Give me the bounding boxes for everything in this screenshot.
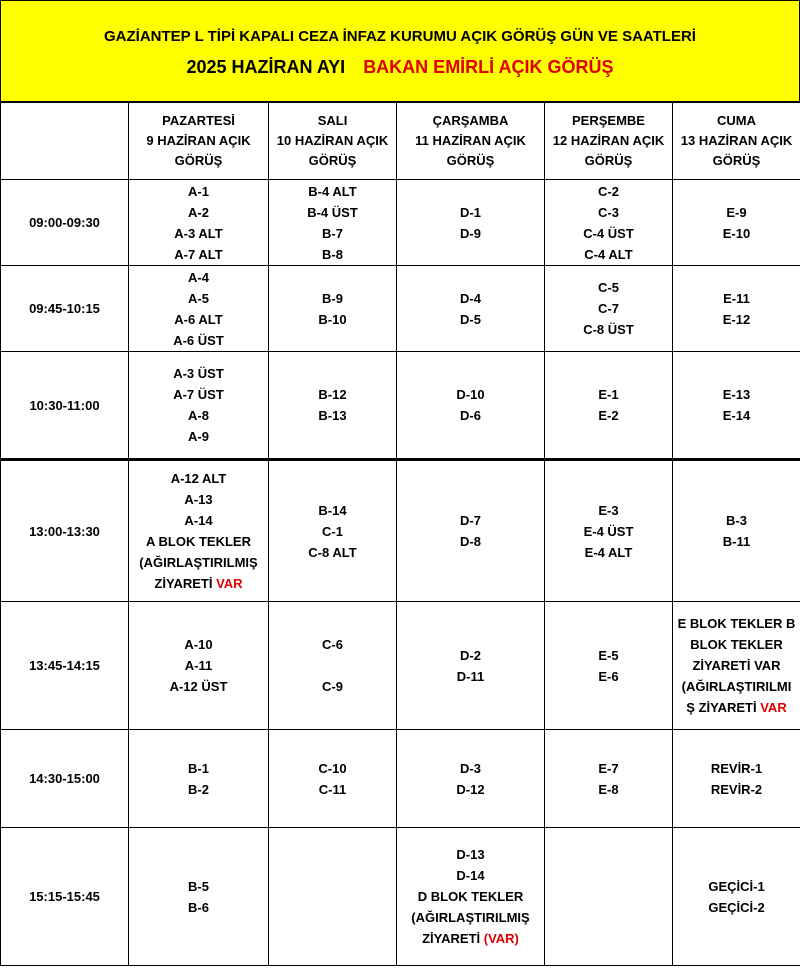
ward-entry: A-10	[184, 637, 213, 652]
column-header-date: 11 HAZİRAN AÇIK	[415, 133, 526, 148]
ward-entry: A-6 ÜST	[173, 332, 224, 348]
time-slot-label: 09:45-10:15	[1, 266, 129, 352]
order-label: BAKAN EMİRLİ AÇIK GÖRÜŞ	[363, 57, 614, 77]
ward-entry: D-11	[456, 668, 485, 684]
ward-entry: C-9	[322, 679, 343, 694]
ward-entry: C-11	[318, 781, 347, 797]
ward-entry: D-10	[456, 387, 485, 402]
ward-entry: B-14	[318, 502, 347, 518]
column-header-suffix: GÖRÜŞ	[584, 153, 633, 168]
ward-cell	[673, 460, 800, 602]
ward-entry: D-13	[456, 847, 485, 862]
ward-entry: B-1	[188, 760, 209, 776]
ward-entry: E-5	[598, 647, 619, 663]
ward-entry: A-8	[188, 408, 209, 423]
ward-entry: E-2	[598, 408, 619, 423]
ward-entry: A-1	[188, 183, 209, 199]
ward-cell	[545, 180, 673, 266]
ward-entry: A-3 ALT	[174, 225, 223, 241]
corner-cell	[1, 103, 129, 180]
ward-cell	[545, 266, 673, 352]
column-header	[129, 103, 269, 180]
ward-entry: E-3	[598, 502, 619, 518]
ward-cell	[545, 602, 673, 730]
ward-entry: E-10	[722, 225, 751, 241]
ward-entry: E-4 ÜST	[583, 523, 634, 539]
ward-entry: A-3 ÜST	[173, 366, 224, 381]
ward-cell	[129, 730, 269, 828]
ward-entry: D-5	[460, 311, 481, 327]
ward-entry: (AĞIRLAŞTIRILMIŞ	[411, 910, 530, 925]
column-header	[545, 103, 673, 180]
ward-entry: B-7	[322, 225, 343, 241]
ward-entry: D-4	[460, 290, 481, 306]
ward-entry: C-10	[318, 760, 347, 776]
column-header-date: 9 HAZİRAN AÇIK	[146, 133, 251, 148]
ward-entry: A-7 ÜST	[173, 387, 224, 402]
ward-cell	[269, 460, 397, 602]
column-header	[673, 103, 800, 180]
ward-entry: A-12 ALT	[170, 471, 227, 486]
ward-entry: B-6	[188, 899, 209, 915]
ward-entry: E BLOK TEKLER B	[677, 616, 796, 631]
ward-entry: D-14	[456, 868, 485, 883]
ward-entry: D-8	[460, 534, 481, 549]
ward-entry: A-4	[188, 269, 209, 285]
ward-cell	[673, 730, 800, 828]
schedule-body	[1, 103, 800, 966]
time-slot-row	[1, 266, 800, 352]
ward-entry: E-12	[722, 311, 751, 327]
ward-entry: E-7	[598, 760, 619, 776]
ward-cell	[269, 180, 397, 266]
ward-cell	[129, 266, 269, 352]
ward-entry: E-14	[722, 408, 751, 423]
ward-cell	[269, 602, 397, 730]
ward-cell	[673, 602, 800, 730]
ward-entry: C-6	[322, 637, 343, 652]
ward-entry: C-4 ÜST	[583, 225, 634, 241]
ward-entry: A-5	[188, 290, 209, 306]
ward-entry: B-2	[188, 781, 209, 797]
ward-entry: (AĞIRLAŞTIRILMI	[681, 679, 792, 694]
time-slot-label: 13:45-14:15	[1, 602, 129, 730]
column-header-suffix: GÖRÜŞ	[308, 153, 357, 168]
ward-cell	[673, 352, 800, 460]
ward-entry: A-6 ALT	[174, 311, 223, 327]
column-header-date: 12 HAZİRAN AÇIK	[552, 133, 665, 148]
ward-entry: B-12	[318, 387, 347, 402]
column-header	[397, 103, 545, 180]
ward-entry: (AĞIRLAŞTIRILMIŞ	[139, 555, 258, 570]
ward-cell	[129, 602, 269, 730]
column-header-date: 10 HAZİRAN AÇIK	[276, 133, 389, 148]
ward-cell	[397, 602, 545, 730]
visit-status-flag: VAR	[760, 700, 787, 715]
ward-entry: D-12	[456, 781, 485, 797]
header-row	[1, 103, 800, 180]
month-label: 2025 HAZİRAN AYI	[186, 57, 346, 77]
ward-cell	[129, 828, 269, 966]
time-slot-label: 09:00-09:30	[1, 180, 129, 266]
ward-entry: B-8	[322, 246, 343, 262]
ward-cell	[397, 266, 545, 352]
ward-entry: A-14	[184, 513, 213, 528]
ward-cell	[269, 266, 397, 352]
time-slot-label: 13:00-13:30	[1, 460, 129, 602]
time-slot-row	[1, 828, 800, 966]
ward-entry: REVİR-1	[710, 760, 763, 776]
ward-cell	[545, 460, 673, 602]
ward-entry: E-4 ALT	[584, 544, 633, 560]
ward-cell	[397, 460, 545, 602]
ward-entry: D BLOK TEKLER	[417, 889, 524, 904]
ward-entry: E-11	[723, 290, 750, 306]
ward-entry: A-2	[188, 204, 209, 220]
column-header-day: PERŞEMBE	[572, 113, 645, 128]
ward-cell	[397, 352, 545, 460]
ward-entry: A-13	[184, 492, 213, 507]
ward-entry: C-8 ALT	[308, 544, 357, 560]
ward-cell	[269, 352, 397, 460]
ward-entry: D-2	[460, 647, 481, 663]
time-slot-row	[1, 460, 800, 602]
column-header-day: CUMA	[717, 113, 756, 128]
ward-entry: C-4 ALT	[584, 246, 633, 262]
ward-entry: A-7 ALT	[174, 246, 223, 262]
ward-cell	[397, 730, 545, 828]
ward-entry: E-8	[598, 781, 619, 797]
visit-status-flag: (VAR)	[483, 931, 519, 946]
ward-entry: ZİYARETİ (VAR)	[422, 931, 519, 946]
ward-cell	[269, 828, 397, 966]
ward-entry: REVİR-2	[710, 781, 763, 797]
ward-entry: B-10	[318, 311, 347, 327]
visit-status-flag: VAR	[216, 576, 243, 591]
column-header-day: SALI	[317, 113, 348, 128]
ward-entry: D-3	[460, 760, 481, 776]
time-slot-row	[1, 730, 800, 828]
ward-cell	[673, 828, 800, 966]
ward-entry: A-11	[184, 658, 213, 673]
ward-cell	[129, 460, 269, 602]
ward-entry: A-12 ÜST	[169, 679, 228, 694]
ward-cell	[545, 828, 673, 966]
ward-entry: C-1	[322, 523, 343, 539]
ward-cell	[545, 730, 673, 828]
ward-entry: D-9	[460, 225, 481, 241]
ward-entry: BLOK TEKLER	[690, 637, 783, 652]
title-banner	[0, 0, 800, 102]
time-slot-row	[1, 602, 800, 730]
ward-entry: GEÇİCİ-1	[708, 878, 765, 894]
column-header-day: PAZARTESİ	[162, 113, 235, 128]
ward-entry: D-6	[460, 408, 481, 423]
time-slot-label: 10:30-11:00	[1, 352, 129, 460]
ward-entry: E-6	[598, 668, 619, 684]
ward-cell	[673, 180, 800, 266]
ward-entry: A-9	[188, 429, 209, 444]
column-header-date: 13 HAZİRAN AÇIK	[680, 133, 793, 148]
ward-entry: A BLOK TEKLER	[146, 534, 251, 549]
ward-entry: D-7	[460, 513, 481, 528]
ward-entry: C-5	[598, 280, 619, 295]
ward-entry: GEÇİCİ-2	[708, 899, 765, 915]
ward-entry: C-8 ÜST	[583, 322, 634, 337]
ward-cell	[269, 730, 397, 828]
time-slot-label: 15:15-15:45	[1, 828, 129, 966]
column-header-day: ÇARŞAMBA	[432, 113, 509, 128]
schedule-table	[0, 102, 800, 966]
time-slot-row	[1, 352, 800, 460]
column-header-suffix: GÖRÜŞ	[174, 153, 223, 168]
ward-entry: B-4 ALT	[308, 183, 357, 199]
time-slot-label: 14:30-15:00	[1, 730, 129, 828]
ward-cell	[129, 180, 269, 266]
ward-entry: B-4 ÜST	[307, 204, 358, 220]
ward-entry: ZİYARETİ VAR	[154, 576, 243, 591]
page-subtitle	[186, 54, 613, 80]
column-header	[269, 103, 397, 180]
ward-entry: B-3	[726, 513, 747, 528]
ward-entry: Ş ZİYARETİ VAR	[686, 700, 787, 715]
ward-entry: B-13	[318, 408, 347, 423]
page-title: GAZİANTEP L TİPİ KAPALI CEZA İNFAZ KURUMU AÇIK GÖRÜŞ GÜN VE SAATLERİ	[104, 28, 696, 45]
ward-cell	[397, 828, 545, 966]
ward-entry: E-13	[722, 387, 751, 402]
ward-entry: E-1	[598, 387, 619, 402]
ward-entry: E-9	[726, 204, 747, 220]
ward-entry: ZİYARETİ VAR	[692, 658, 781, 673]
ward-entry: B-11	[722, 534, 751, 549]
ward-cell	[545, 352, 673, 460]
column-header-suffix: GÖRÜŞ	[446, 153, 495, 168]
ward-entry: C-2	[598, 183, 619, 199]
ward-entry: B-5	[188, 878, 209, 894]
column-header-suffix: GÖRÜŞ	[712, 153, 761, 168]
ward-entry: C-7	[598, 301, 619, 316]
ward-entry: C-3	[598, 204, 619, 220]
time-slot-row	[1, 180, 800, 266]
ward-entry: D-1	[460, 204, 481, 220]
ward-cell	[397, 180, 545, 266]
ward-cell	[673, 266, 800, 352]
ward-cell	[129, 352, 269, 460]
ward-entry: B-9	[322, 290, 343, 306]
